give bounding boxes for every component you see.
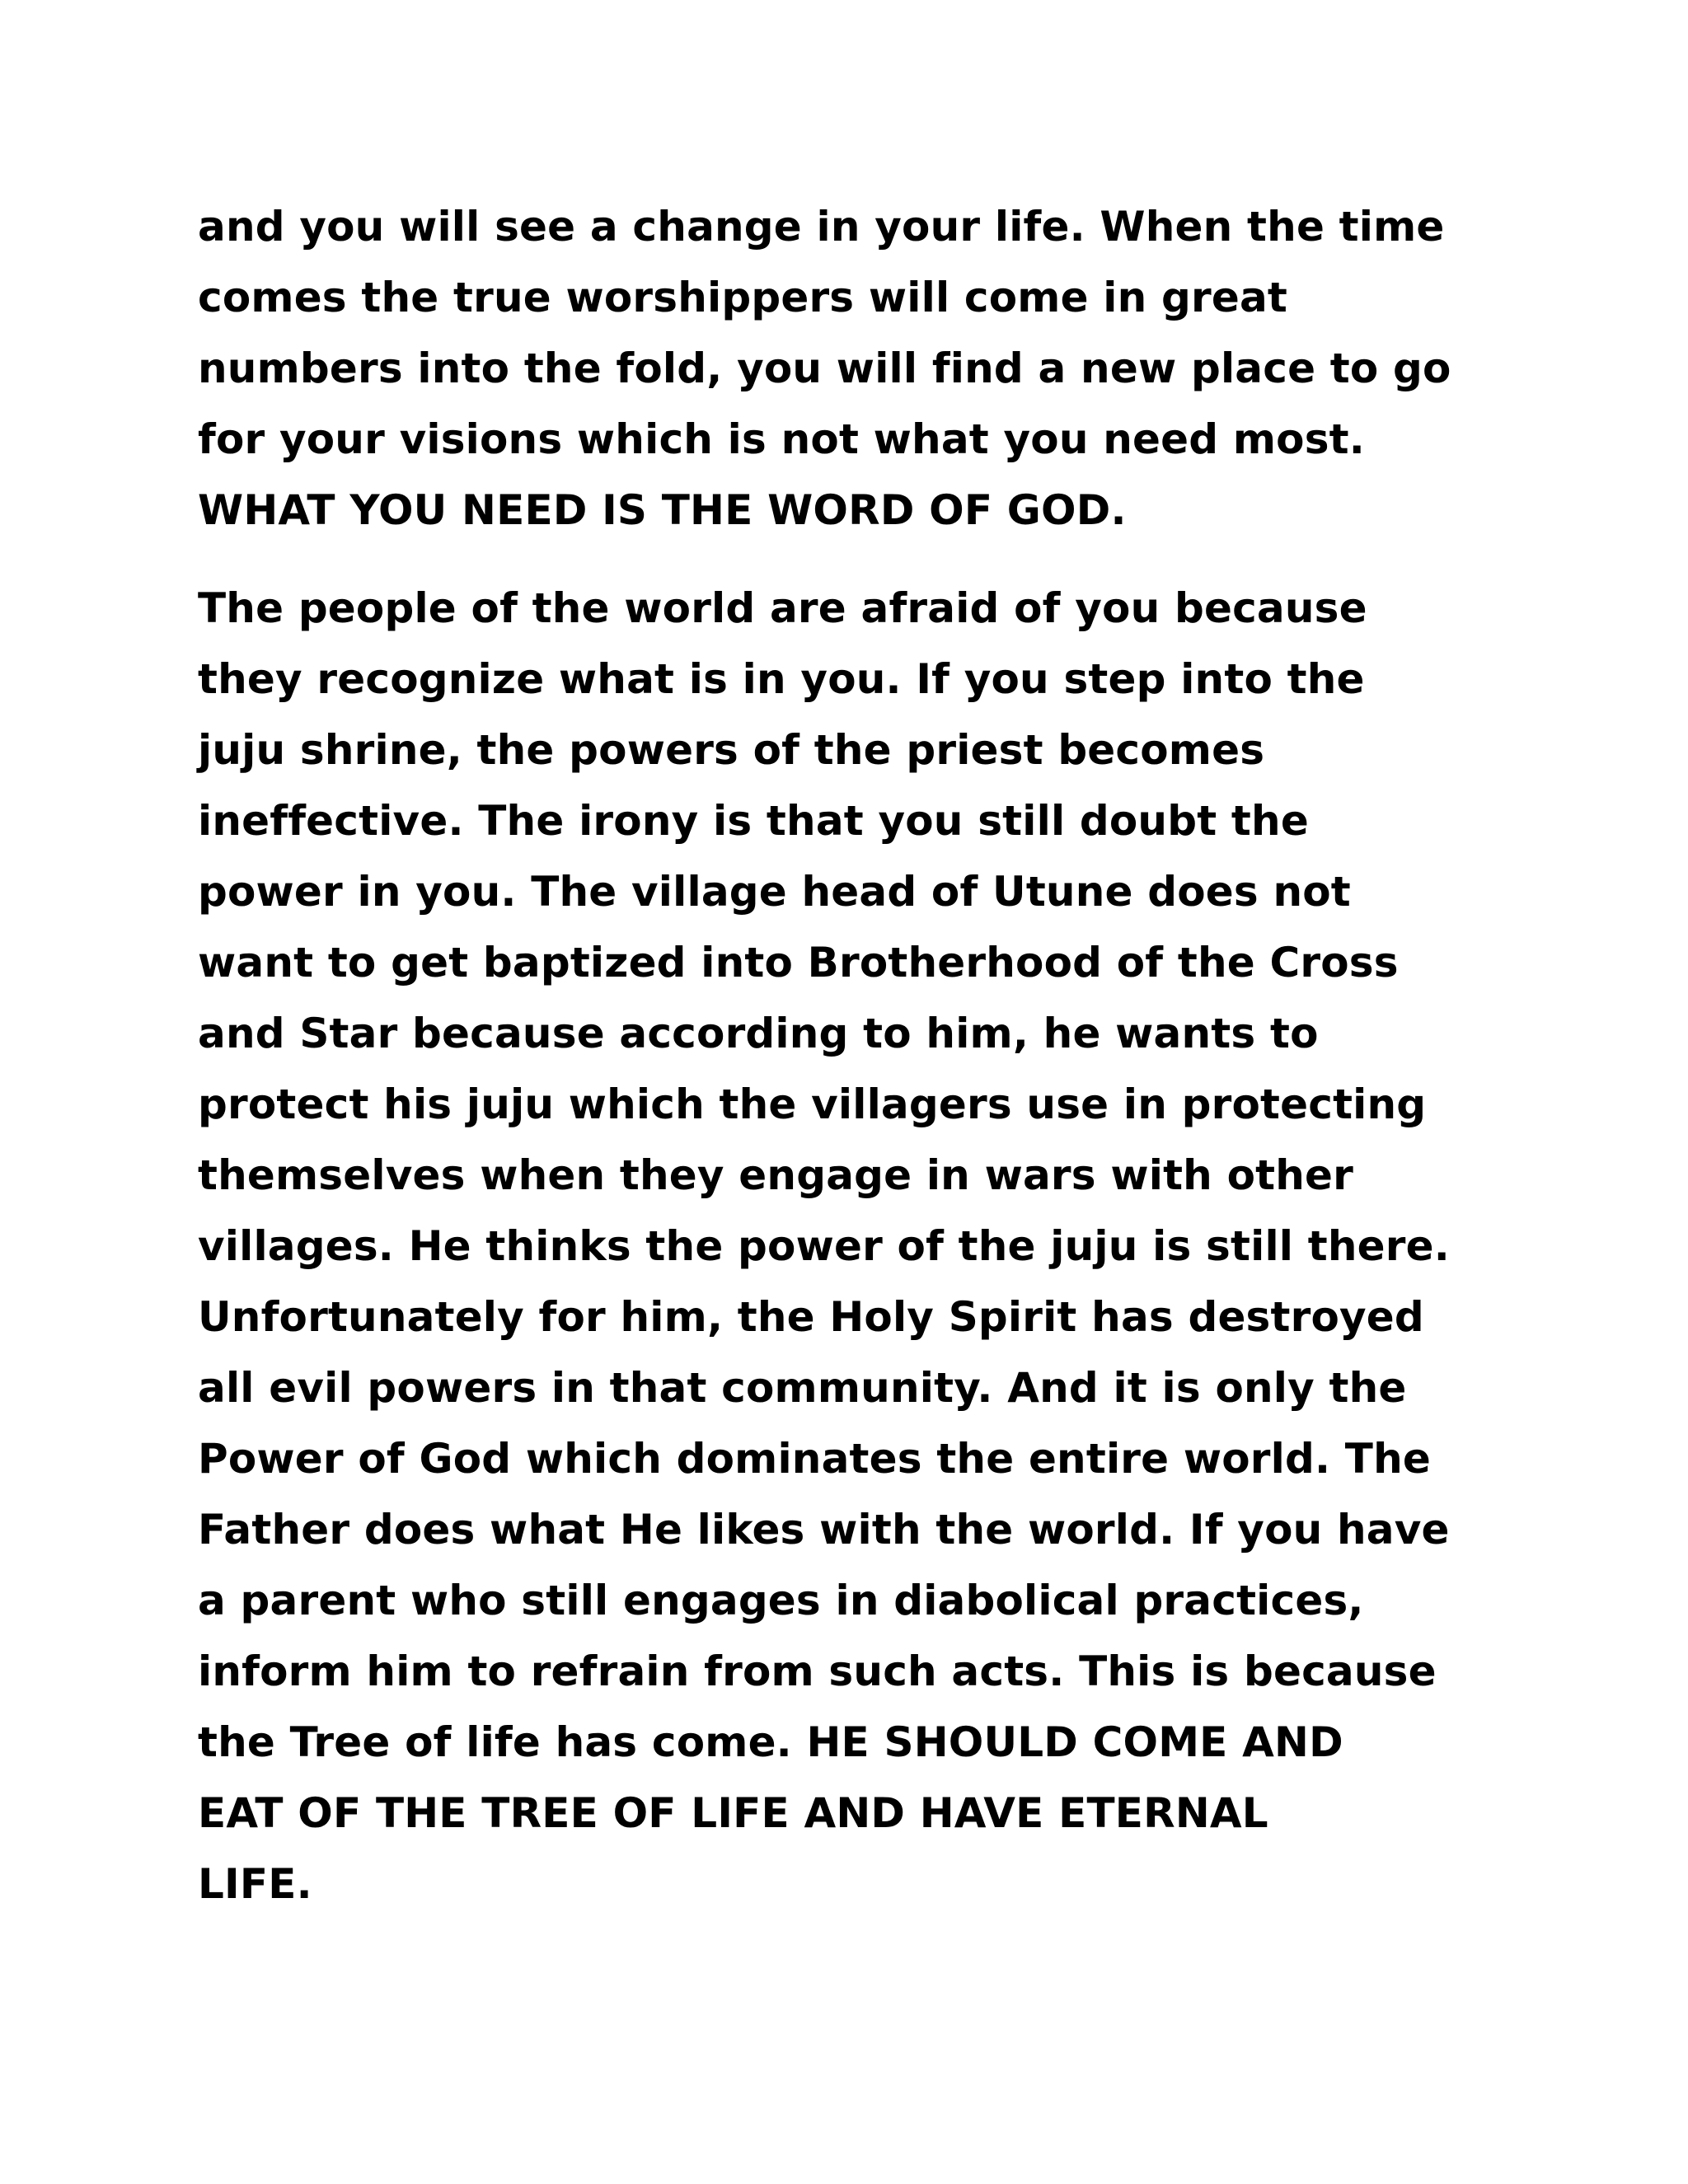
paragraph-1 — [198, 191, 1533, 546]
text-line: the Tree of life has come. HE SHOULD COME AND — [198, 1718, 1343, 1766]
text-line: for your visions which is not what you need most. — [198, 415, 1365, 463]
text-line: Unfortunately for him, the Holy Spirit has destroyed — [198, 1293, 1424, 1341]
text-line: power in you. The village head of Utune does not — [198, 868, 1351, 916]
text-line: they recognize what is in you. If you step into the — [198, 655, 1365, 703]
text-line: villages. He thinks the power of the juju is still there. — [198, 1222, 1450, 1270]
text-line: juju shrine, the powers of the priest becomes — [198, 726, 1265, 774]
text-line: a parent who still engages in diabolical practices, — [198, 1577, 1364, 1624]
text-line: themselves when they engage in wars with other — [198, 1151, 1353, 1199]
text-line: protect his juju which the villagers use in protecting — [198, 1080, 1427, 1128]
text-line: Power of God which dominates the entire world. The — [198, 1435, 1432, 1483]
text-line: numbers into the fold, you will find a new place to go — [198, 344, 1451, 392]
text-line: inform him to refrain from such acts. This is because — [198, 1647, 1437, 1695]
text-line: all evil powers in that community. And it is only the — [198, 1364, 1407, 1412]
text-line: ineffective. The irony is that you still doubt the — [198, 797, 1309, 845]
text-line: and Star because according to him, he wants to — [198, 1010, 1319, 1057]
text-line: and you will see a change in your life. When the time — [198, 203, 1445, 251]
text-line: The people of the world are afraid of you because — [198, 584, 1367, 632]
text-line: comes the true worshippers will come in great — [198, 274, 1288, 321]
text-line: LIFE. — [198, 1860, 312, 1908]
text-line: WHAT YOU NEED IS THE WORD OF GOD. — [198, 486, 1127, 534]
text-line: EAT OF THE TREE OF LIFE AND HAVE ETERNAL — [198, 1789, 1268, 1837]
paragraph-2 — [198, 573, 1533, 1919]
text-line: Father does what He likes with the world. If you have — [198, 1506, 1450, 1554]
text-line: want to get baptized into Brotherhood of the Cross — [198, 939, 1399, 987]
